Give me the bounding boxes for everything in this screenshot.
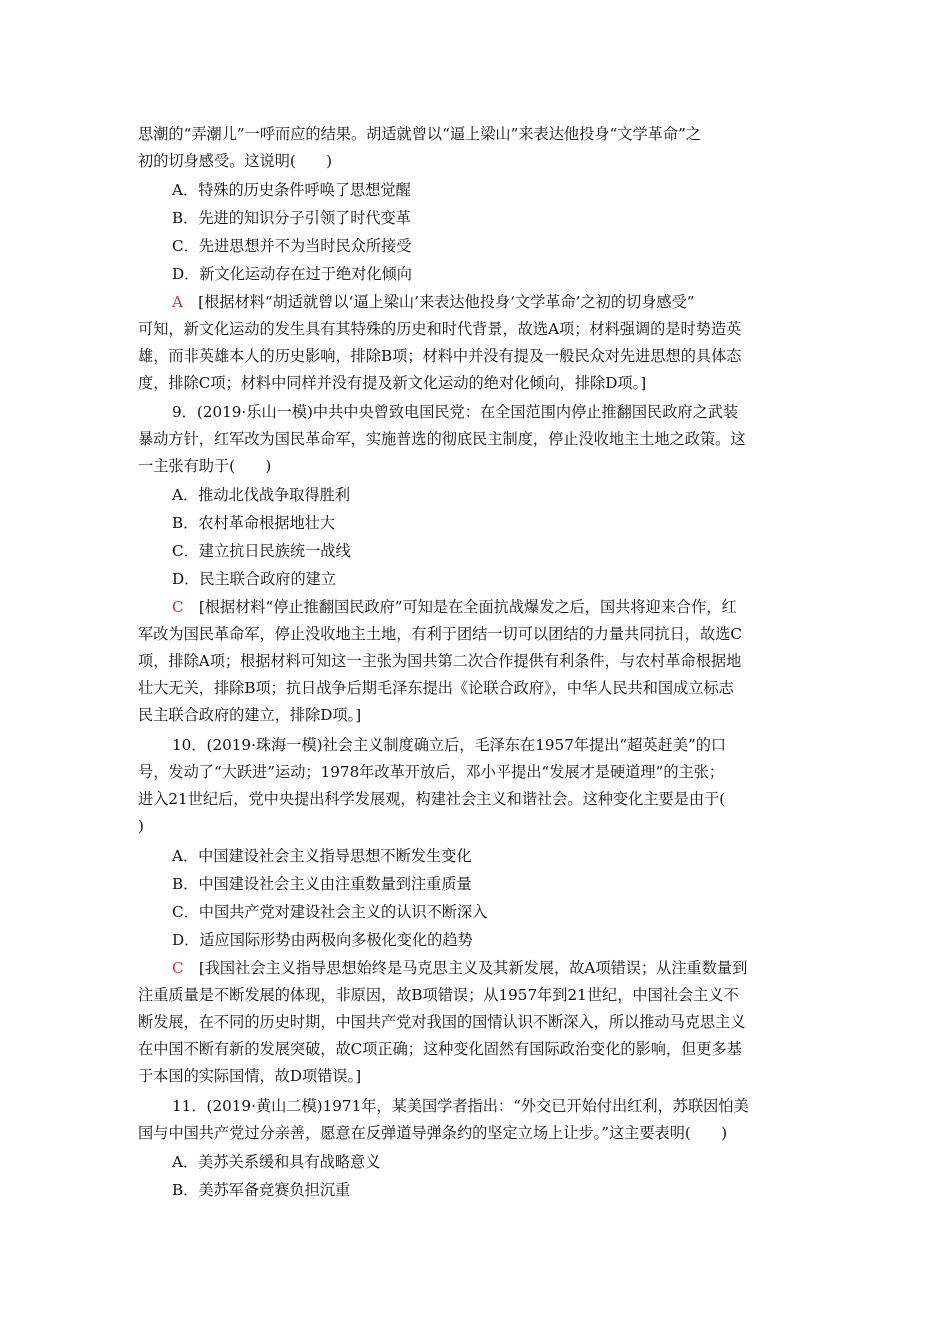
q8-explanation-line-2: 可知，新文化运动的发生具有其特殊的历史和时代背景，故选A项；材料强调的是时势造英 (138, 320, 742, 338)
q11-option-a: A．美苏关系缓和具有战略意义 (172, 1153, 381, 1171)
q9-stem-line-3: 一主张有助于( ) (138, 457, 272, 475)
q9-explanation-line-1 (172, 597, 852, 617)
q11-option-b: B．美苏军备竞赛负担沉重 (172, 1181, 351, 1199)
q9-option-c: C．建立抗日民族统一战线 (172, 542, 351, 560)
q9-answer: C (172, 598, 184, 616)
q9-explanation-line-3: 项，排除A项；根据材料可知这一主张为国共第二次合作提供有利条件，与农村革命根据地 (138, 652, 742, 670)
q9-option-b: B．农村革命根据地壮大 (172, 514, 336, 532)
q10-option-b: B．中国建设社会主义由注重数量到注重质量 (172, 875, 472, 893)
q10-option-a: A．中国建设社会主义指导思想不断发生变化 (172, 847, 472, 865)
q8-explanation-text-1: [根据材料“胡适就曾以‘逼上梁山’来表达他投身‘文学革命’之初的切身感受” (182, 293, 695, 311)
q10-stem-line-4: ) (138, 817, 144, 835)
q9-stem-line-2: 暴动方针，红军改为国民革命军，实施普选的彻底民主制度，停止没收地主土地之政策。这 (138, 430, 746, 448)
q10-explanation-line-5: 于本国的实际国情，故D项错误。] (138, 1067, 362, 1085)
q10-explanation-line-1 (172, 958, 852, 978)
q10-stem-line-3: 进入21世纪后，党中央提出科学发展观，构建社会主义和谐社会。这种变化主要是由于( (138, 790, 726, 808)
q8-stem-line-2: 初的切身感受。这说明( ) (138, 152, 333, 170)
q8-option-d: D．新文化运动存在过于绝对化倾向 (172, 265, 412, 283)
q9-stem-line-1: 9．(2019·乐山一模)中共中央曾致电国民党：在全国范围内停止推翻国民政府之武装 (172, 403, 739, 421)
q9-explanation-line-5: 民主联合政府的建立，排除D项。] (138, 706, 362, 724)
q11-stem-line-1: 11．(2019·黄山二模)1971年，某美国学者指出：“外交已开始付出红利，苏联因怕美 (172, 1097, 749, 1115)
q9-option-a: A．推动北伐战争取得胜利 (172, 486, 351, 504)
q8-answer: A (172, 293, 183, 311)
q10-answer: C (172, 959, 184, 977)
q10-explanation-text-1: [我国社会主义指导思想始终是马克思主义及其新发展，故A项错误；从注重数量到 (183, 959, 748, 977)
q10-explanation-line-2: 注重质量是不断发展的体现，非原因，故B项错误；从1957年到21世纪，中国社会主义不 (138, 986, 739, 1004)
q10-explanation-line-3: 断发展，在不同的历史时期，中国共产党对我国的国情认识不断深入，所以推动马克思主义 (138, 1013, 746, 1031)
q9-explanation-text-1: [根据材料“停止推翻国民政府”可知是在全面抗战爆发之后，国共将迎来合作，红 (183, 598, 737, 616)
q8-explanation-line-1 (172, 292, 852, 312)
q10-stem-line-1: 10．(2019·珠海一模)社会主义制度确立后，毛泽东在1957年提出“超英赶美”的口 (172, 736, 727, 754)
q10-stem-line-2: 号，发动了“大跃进”运动；1978年改革开放后，邓小平提出“发展才是硬道理”的主张； (138, 763, 725, 781)
q9-option-d: D．民主联合政府的建立 (172, 570, 337, 588)
q10-option-d: D．适应国际形势由两极向多极化变化的趋势 (172, 931, 473, 949)
q8-explanation-line-4: 度，排除C项；材料中同样并没有提及新文化运动的绝对化倾向，排除D项。] (138, 374, 647, 392)
q10-explanation-line-4: 在中国不断有新的发展突破，故C项正确；这种变化固然有国际政治变化的影响，但更多基 (138, 1040, 742, 1058)
q9-explanation-line-4: 壮大无关，排除B项；抗日战争后期毛泽东提出《论联合政府》，中华人民共和国成立标志 (138, 679, 734, 697)
q8-option-a: A．特殊的历史条件呼唤了思想觉醒 (172, 181, 411, 199)
q8-explanation-line-3: 雄，而非英雄本人的历史影响，排除B项；材料中并没有提及一般民众对先进思想的具体态 (138, 347, 742, 365)
q8-stem-line-1: 思潮的“弄潮儿”一呼而应的结果。胡适就曾以“逼上梁山”来表达他投身“文学革命”之 (138, 125, 701, 143)
q10-option-c: C．中国共产党对建设社会主义的认识不断深入 (172, 903, 488, 921)
q8-option-b: B．先进的知识分子引领了时代变革 (172, 209, 411, 227)
q9-explanation-line-2: 军改为国民革命军，停止没收地主土地，有利于团结一切可以团结的力量共同抗日，故选C (138, 625, 742, 643)
q8-option-c: C．先进思想并不为当时民众所接受 (172, 237, 412, 255)
q11-stem-line-2: 国与中国共产党过分亲善，愿意在反弹道导弹条约的坚定立场上让步。”这主要表明( ) (138, 1124, 728, 1142)
